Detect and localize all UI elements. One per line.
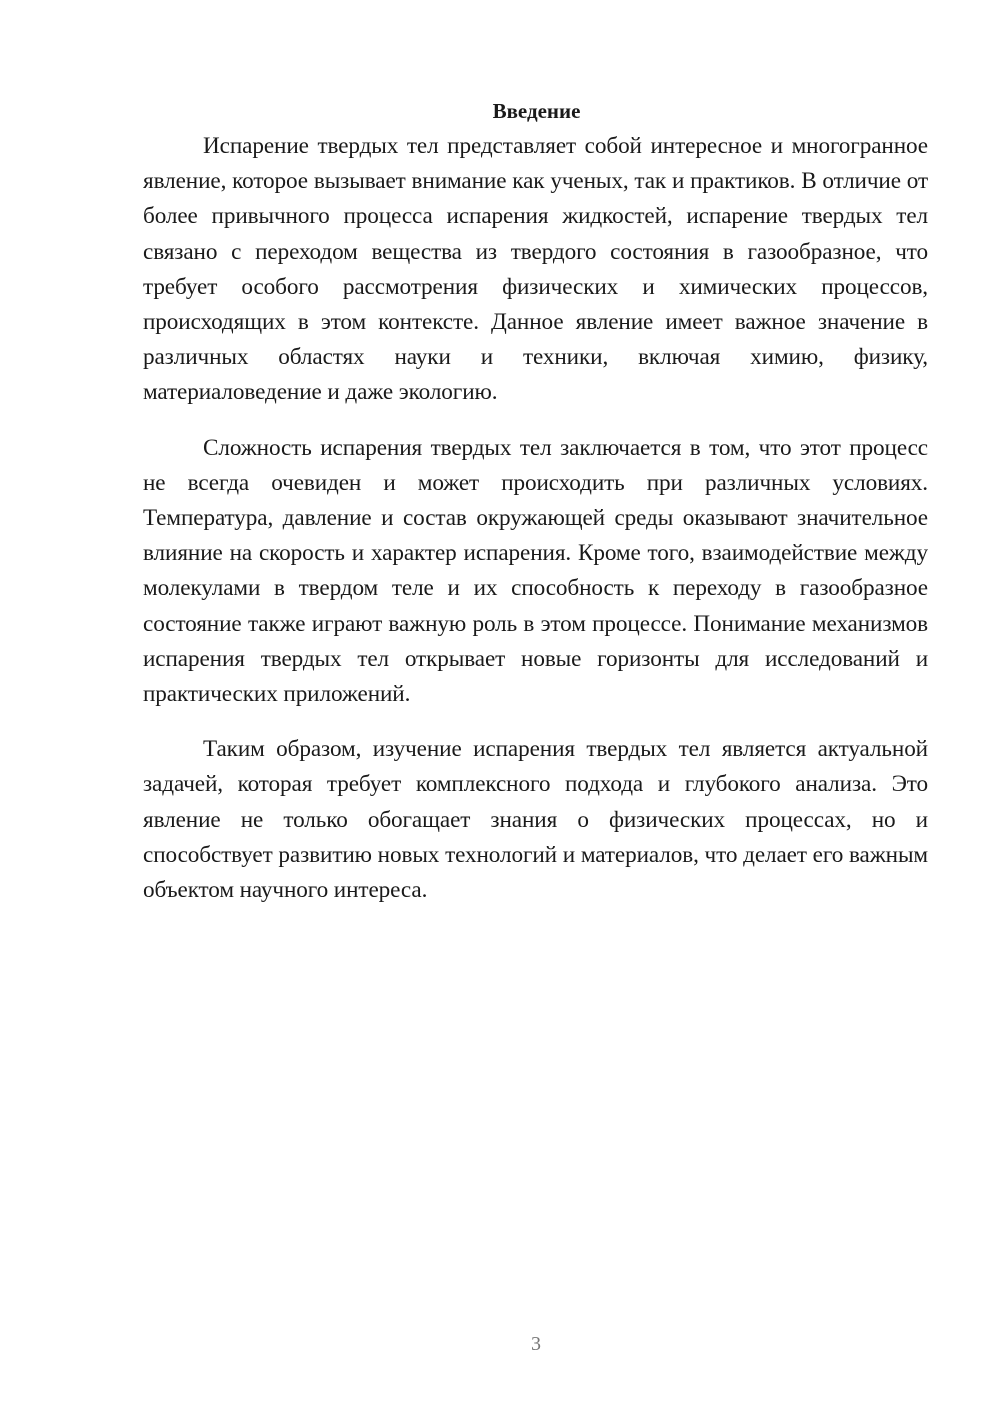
paragraph-2: Сложность испарения твердых тел заключается в том, что этот процесс не всегда очевиден и может происходить при различных условиях. Температура, давление и состав окружающей среды оказывают значительное влияние на скорость и характер испарения. Кроме того, взаимодействие между молекулами в твердом теле и их способность к переходу в газообразное состояние также играют важную роль в этом процессе. Понимание механизмов испарения твердых тел открывает новые горизонты для исследований и практических приложений. bbox=[143, 434, 928, 708]
page-content bbox=[143, 96, 928, 928]
paragraph-3: Таким образом, изучение испарения твердых тел является актуальной задачей, которая требует комплексного подхода и глубокого анализа. Это явление не только обогащает знания о физических процессах, но и способствует развитию новых технологий и материалов, что делает его важным объектом научного интереса. bbox=[143, 736, 928, 904]
section-title: Введение bbox=[492, 99, 581, 123]
page-number: 3 bbox=[531, 1333, 541, 1355]
paragraph-1: Испарение твердых тел представляет собой интересное и многогранное явление, которое вызывает внимание как ученых, так и практиков. В отличие от более привычного процесса испарения жидкостей, испарение твердых тел связано с переходом вещества из твердого состояния в газообразное, что требует особого рассмотрения физических и химических процессов, происходящих в этом контексте. Данное явление имеет важное значение в различных областях науки и техники, включая химию, физику, материаловедение и даже экологию. bbox=[143, 133, 928, 406]
